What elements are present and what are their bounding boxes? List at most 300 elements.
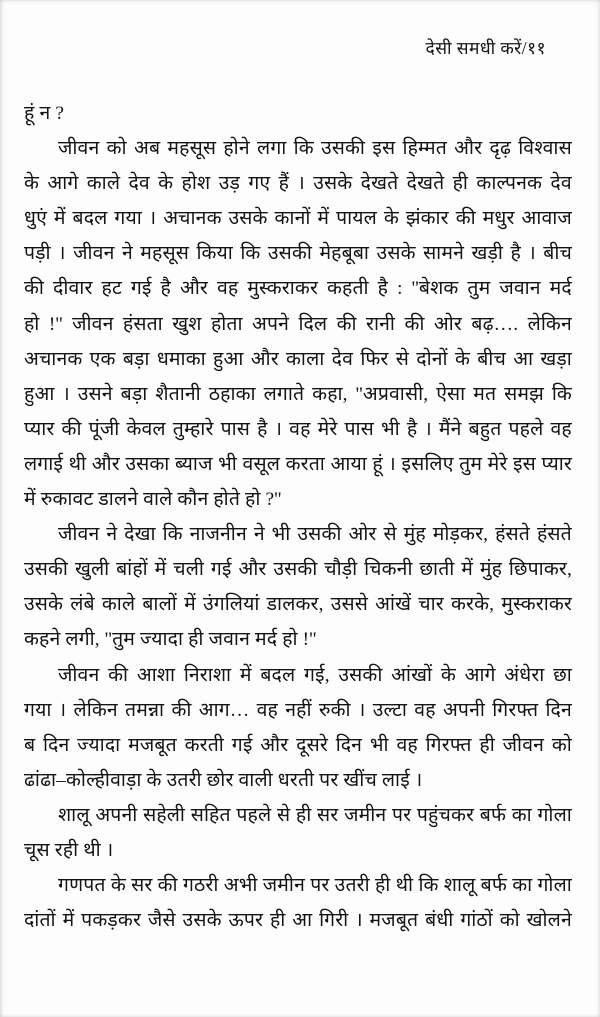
text-line — [24, 658, 572, 693]
text-word: दूसरे — [296, 734, 328, 756]
text-word: पास — [344, 418, 374, 440]
text-word: देखा — [124, 524, 156, 546]
text-word: मेरे — [317, 418, 338, 440]
text-word: तुम — [459, 453, 483, 475]
text-word: आगे — [47, 173, 79, 195]
text-word: गई — [130, 278, 152, 300]
text-word: गोला — [537, 804, 572, 826]
text-word: लगा — [257, 138, 287, 160]
text-word: । — [274, 418, 283, 440]
text-word: गठरी — [182, 875, 219, 897]
text-word: ऊपर — [228, 910, 264, 932]
text-word: सामने — [423, 243, 465, 265]
text-line — [24, 412, 572, 447]
text-word: । — [424, 418, 432, 440]
text-word: के — [454, 348, 470, 370]
text-word: दिन — [545, 699, 572, 721]
text-word: ही — [452, 173, 469, 195]
text-word: हट — [101, 278, 122, 300]
text-word: पायल — [336, 208, 377, 230]
text-word: को — [106, 138, 127, 160]
text-word: ओर — [348, 524, 377, 546]
text-word: और — [238, 559, 267, 581]
text-word: अपनी — [95, 804, 138, 826]
text-word: की — [404, 313, 425, 335]
text-word: पास — [220, 418, 251, 440]
text-word: किया — [196, 243, 233, 265]
text-word: बड़ा — [120, 383, 148, 405]
text-word: जवान — [499, 278, 541, 300]
text-word: बीच — [477, 348, 506, 370]
text-word: लंबे — [70, 594, 95, 616]
text-word: लगाते — [263, 383, 305, 405]
text-word: आंखों — [391, 664, 433, 686]
text-word: कहा, — [312, 383, 348, 405]
text-word: में — [154, 559, 167, 581]
text-word: गांठों — [460, 910, 493, 932]
text-word: गया — [24, 699, 52, 721]
text-word: बदल — [260, 664, 296, 686]
text-word: अभी — [223, 875, 258, 897]
text-word: देव — [128, 173, 150, 195]
text-word: मेहबूबा — [319, 243, 370, 265]
text-word: ने — [253, 524, 265, 546]
text-word: बर्फ — [479, 804, 507, 826]
text-word: जीवन — [73, 243, 115, 265]
text-word: का — [511, 804, 532, 826]
text-word: गिरफ्त — [425, 734, 472, 756]
text-word: ने — [121, 243, 133, 265]
text-word: के — [110, 875, 126, 897]
text-word: जीवन — [72, 313, 114, 335]
text-word: आवाज — [521, 208, 572, 230]
text-line — [24, 377, 572, 412]
text-word: जीवन — [58, 138, 100, 160]
text-word: । — [148, 208, 157, 230]
text-word: महसूस — [140, 243, 190, 265]
text-word: उसकी — [321, 138, 366, 160]
text-word: देखते — [406, 173, 445, 195]
text-word: वह — [289, 418, 311, 440]
text-line — [24, 868, 572, 903]
text-word: पर — [391, 804, 412, 826]
text-word: उसकी — [273, 559, 318, 581]
text-word: है — [510, 243, 521, 265]
text-word: को — [551, 734, 572, 756]
text-word: भी — [218, 453, 237, 475]
page-body-text — [24, 96, 572, 938]
text-word: देखते — [360, 173, 399, 195]
text-word: में — [53, 208, 66, 230]
text-word: के — [158, 173, 174, 195]
text-word: में — [62, 910, 75, 932]
text-word: आ — [513, 348, 534, 370]
text-word: हैं — [278, 173, 290, 195]
text-line — [24, 447, 572, 482]
text-line — [24, 236, 572, 271]
text-word: भी — [271, 524, 291, 546]
text-word: भी — [369, 734, 389, 756]
text-word: और — [91, 453, 120, 475]
text-word: के — [383, 208, 399, 230]
text-word: शैतानी — [155, 383, 201, 405]
text-word: खड़ी — [471, 243, 504, 265]
text-word: गणपत — [58, 875, 106, 897]
text-word: में — [317, 208, 330, 230]
text-word: थी — [68, 453, 87, 475]
text-word: बदल — [72, 208, 108, 230]
text-word: दिन — [43, 734, 70, 756]
text-word: की — [108, 664, 129, 686]
text-word: अचानक — [163, 208, 222, 230]
text-line: चूस रही थी । — [24, 839, 114, 861]
text-word: गोला — [537, 875, 572, 897]
text-word: गई — [210, 559, 232, 581]
text-word: ''बेशक — [411, 278, 459, 300]
text-line — [24, 903, 572, 938]
text-word: काले — [86, 173, 121, 195]
text-word: खुली — [74, 559, 110, 581]
text-word: ही — [295, 804, 312, 826]
text-word: मत — [473, 383, 497, 405]
text-word: में — [461, 559, 474, 581]
text-word: नाजनीन — [189, 524, 247, 546]
text-word: उससे — [330, 594, 369, 616]
text-word: जमीन — [262, 875, 305, 897]
text-word: धुएं — [24, 208, 47, 230]
text-word: । — [388, 453, 396, 475]
text-word: हंसते — [495, 524, 531, 546]
text-line — [24, 342, 572, 377]
text-word: रानी — [366, 313, 396, 335]
text-word: मुंह — [479, 559, 503, 581]
text-word: गया — [114, 208, 142, 230]
text-word: हुआ — [24, 383, 55, 405]
text-word: सर — [131, 875, 153, 897]
text-line: हूं न ? — [24, 103, 65, 124]
text-line — [24, 307, 572, 342]
text-word: बहुत — [468, 418, 502, 440]
text-word: समझ — [504, 383, 544, 405]
text-word: और — [179, 278, 209, 300]
text-word: में — [239, 664, 252, 686]
text-word: ऐसा — [436, 383, 466, 405]
text-word: गिरी — [319, 910, 349, 932]
text-word: दीवार — [53, 278, 93, 300]
text-word: का — [512, 875, 533, 897]
text-word: खुश — [172, 313, 202, 335]
running-header: देसी समधी करें/११ — [425, 38, 546, 58]
text-line: कहने लगी, ''तुम ज्यादा ही जवान मर्द हो !'' — [24, 629, 317, 651]
text-word: । — [58, 699, 67, 721]
text-word: उतरी — [334, 875, 370, 897]
text-word: दिन — [335, 734, 363, 756]
text-word: छाती — [419, 559, 455, 581]
text-word: विश्वास — [518, 138, 572, 160]
text-word: तुम — [467, 278, 491, 300]
text-word: होता — [210, 313, 243, 335]
text-line — [24, 271, 572, 306]
text-word: उसका — [125, 453, 170, 475]
text-word: ने — [106, 524, 118, 546]
text-word: मजबूत — [369, 910, 419, 932]
text-word: लेकिन — [73, 699, 118, 721]
text-word: उसके — [24, 594, 64, 616]
text-word: खड़ा — [540, 348, 572, 370]
text-line — [24, 693, 572, 728]
text-word: कि — [551, 383, 572, 405]
text-word: आशा — [136, 664, 176, 686]
text-word: ही — [374, 875, 391, 897]
text-word: बालों — [142, 594, 177, 616]
text-word: ठहाका — [208, 383, 256, 405]
text-word: और — [260, 734, 289, 756]
text-word: आ — [292, 910, 313, 932]
text-word: वह — [216, 278, 239, 300]
text-word: उड़ — [218, 173, 240, 195]
text-word: चली — [173, 559, 205, 581]
text-word: अब — [133, 138, 161, 160]
text-word: ही — [269, 910, 286, 932]
text-word: मुस्कराकर — [501, 594, 572, 616]
text-word: । — [357, 699, 366, 721]
text-word: है — [406, 418, 418, 440]
text-word: करती — [184, 734, 224, 756]
text-word: की — [24, 278, 45, 300]
text-word: बड़ा — [122, 348, 150, 370]
text-word: से — [395, 348, 410, 370]
text-word: होश — [181, 173, 211, 195]
text-word: कानों — [274, 208, 311, 230]
text-word: शालू — [443, 875, 476, 897]
text-word: मुस्कराकर — [247, 278, 319, 300]
text-word: । — [528, 243, 536, 265]
text-word: आंखें — [375, 594, 412, 616]
text-word: उसके — [228, 208, 268, 230]
text-line — [24, 166, 572, 201]
text-word: उल्टा — [372, 699, 408, 721]
text-word: उसके — [313, 173, 353, 195]
text-word: पूंजी — [88, 418, 120, 440]
text-word: कि — [162, 524, 183, 546]
text-word: पर — [310, 875, 330, 897]
text-word: हंसते — [536, 524, 572, 546]
text-word: हंसता — [122, 313, 163, 335]
text-word: है — [377, 278, 389, 300]
text-word: । — [355, 910, 363, 932]
text-word: छा — [553, 664, 572, 686]
text-word: आग… — [198, 699, 250, 721]
text-line — [24, 552, 572, 587]
text-word: के — [440, 664, 456, 686]
text-line — [24, 517, 572, 552]
text-word: मैंने — [438, 418, 462, 440]
text-word: दोनों — [416, 348, 448, 370]
text-word: तमन्ना — [125, 699, 165, 721]
text-word: ज्यादा — [77, 734, 121, 756]
text-line — [24, 201, 572, 236]
text-line — [24, 798, 572, 833]
text-word: कि — [418, 875, 439, 897]
text-line: ढांढा–कोल्हीवाड़ा के उतरी छोर वाली धरती पर खींच लाई । — [24, 769, 423, 791]
text-word: हुआ — [213, 348, 244, 370]
text-word: जमीन — [344, 804, 387, 826]
text-word: कि — [240, 243, 261, 265]
text-word: तुम्हारे — [172, 418, 214, 440]
text-word: वह — [256, 699, 279, 721]
text-word: : — [397, 278, 403, 300]
text-word: खोलने — [526, 910, 572, 932]
text-word: की — [61, 418, 82, 440]
text-word: गिरफ्त — [492, 699, 539, 721]
text-word: पहले — [236, 804, 272, 826]
text-word: !'' — [48, 313, 63, 335]
text-word: । — [58, 243, 66, 265]
text-word: देव — [331, 348, 354, 370]
text-word: उसकी — [267, 243, 312, 265]
text-word: प्यार — [24, 418, 55, 440]
text-word: हिम्मत — [402, 138, 447, 160]
text-word: होने — [223, 138, 250, 160]
text-word: फिर — [360, 348, 389, 370]
text-word: कहती — [326, 278, 369, 300]
text-word: एक — [89, 348, 116, 370]
text-word: की — [157, 875, 178, 897]
text-word: काल्पनक — [476, 173, 543, 195]
text-word: नहीं — [285, 699, 312, 721]
text-word: उंगलियां — [202, 594, 260, 616]
text-line — [24, 131, 572, 166]
text-word: दांतों — [24, 910, 56, 932]
text-word: अंधेरा — [504, 664, 545, 686]
text-word: मर्द — [549, 278, 572, 300]
text-word: ही — [479, 734, 495, 756]
text-word: जीवन — [58, 524, 100, 546]
text-word: बीच — [543, 243, 572, 265]
text-word: को — [499, 910, 520, 932]
text-word: मुंह — [403, 524, 426, 546]
text-word: देव — [550, 173, 572, 195]
text-word: वह — [550, 418, 572, 440]
text-word: करके, — [450, 594, 495, 616]
text-word: रुकी — [318, 699, 351, 721]
text-word: की — [455, 208, 476, 230]
text-word: अपने — [252, 313, 290, 335]
text-word: छिपाकर, — [508, 559, 572, 581]
text-word: पकड़कर — [81, 910, 142, 932]
text-word: है — [160, 278, 171, 300]
text-word: इसलिए — [401, 453, 454, 475]
text-word: सहेली — [143, 804, 186, 826]
text-word: बर्फ — [480, 875, 507, 897]
text-word: उसके — [182, 910, 222, 932]
text-word: चार — [418, 594, 444, 616]
text-word: गई — [231, 734, 253, 756]
text-word: जीवन — [502, 734, 545, 756]
text-word: । — [62, 383, 70, 405]
text-word: शालू — [58, 804, 90, 826]
text-word: सहित — [190, 804, 231, 826]
text-word: वसूल — [242, 453, 281, 475]
text-word: हो — [24, 313, 40, 335]
text-word: दिल — [298, 313, 328, 335]
text-word: के — [24, 173, 40, 195]
text-word: मोड़कर, — [432, 524, 489, 546]
text-word: बढ़…. — [471, 313, 519, 335]
text-line: में रुकावट डालने वाले कौन होते हो ?'' — [24, 489, 282, 511]
text-word: केवल — [126, 418, 166, 440]
text-word: मधुर — [482, 208, 515, 230]
text-word: ब — [24, 734, 36, 756]
text-word: भी — [380, 418, 400, 440]
text-word: उसकी — [338, 664, 383, 686]
text-word: मेरे — [487, 453, 508, 475]
text-word: पहले — [508, 418, 544, 440]
text-word: झंकार — [405, 208, 449, 230]
text-word: इस — [513, 453, 536, 475]
text-word: पड़ी — [24, 243, 51, 265]
text-word: आया — [330, 453, 367, 475]
text-word: डालकर, — [266, 594, 324, 616]
text-word: प्यार — [541, 453, 572, 475]
text-word: वह — [414, 699, 436, 721]
text-word: ''अप्रवासी, — [355, 383, 429, 405]
text-word: से — [383, 524, 397, 546]
text-word: जीवन — [58, 664, 100, 686]
text-word: उसने — [77, 383, 113, 405]
text-word: गए — [248, 173, 271, 195]
text-word: और — [454, 138, 483, 160]
text-word: निराशा — [183, 664, 232, 686]
text-word: हूं — [372, 453, 383, 475]
text-word: ओर — [433, 313, 462, 335]
text-word: अपनी — [442, 699, 485, 721]
text-word: आगे — [464, 664, 496, 686]
text-word: में — [184, 594, 196, 616]
text-word: बंधी — [425, 910, 454, 932]
text-word: करता — [285, 453, 325, 475]
text-word: गई, — [303, 664, 330, 686]
text-word: उसकी — [297, 524, 342, 546]
text-word: से — [276, 804, 291, 826]
text-word: दृढ़ — [489, 138, 512, 160]
text-word: सर — [317, 804, 339, 826]
text-word: कि — [293, 138, 314, 160]
text-word: थी — [395, 875, 414, 897]
text-word: है — [257, 418, 268, 440]
text-word: इस — [372, 138, 396, 160]
text-word: मजबूत — [128, 734, 177, 756]
text-word: । — [297, 173, 305, 195]
text-word: महसूस — [167, 138, 217, 160]
text-word: लगाई — [24, 453, 64, 475]
text-word: बांहों — [116, 559, 148, 581]
text-line — [24, 587, 572, 622]
text-line — [24, 728, 572, 763]
text-word: वह — [396, 734, 418, 756]
text-word: पहुंचकर — [416, 804, 475, 826]
text-word: की — [336, 313, 357, 335]
text-word: चिकनी — [364, 559, 413, 581]
text-word: अचानक — [24, 348, 83, 370]
text-word: चौड़ी — [324, 559, 358, 581]
text-word: ब्याज — [175, 453, 213, 475]
text-word: लेकिन — [527, 313, 572, 335]
text-word: उसकी — [24, 559, 69, 581]
text-word: की — [171, 699, 192, 721]
text-word: काला — [286, 348, 325, 370]
text-word: धमाका — [156, 348, 206, 370]
